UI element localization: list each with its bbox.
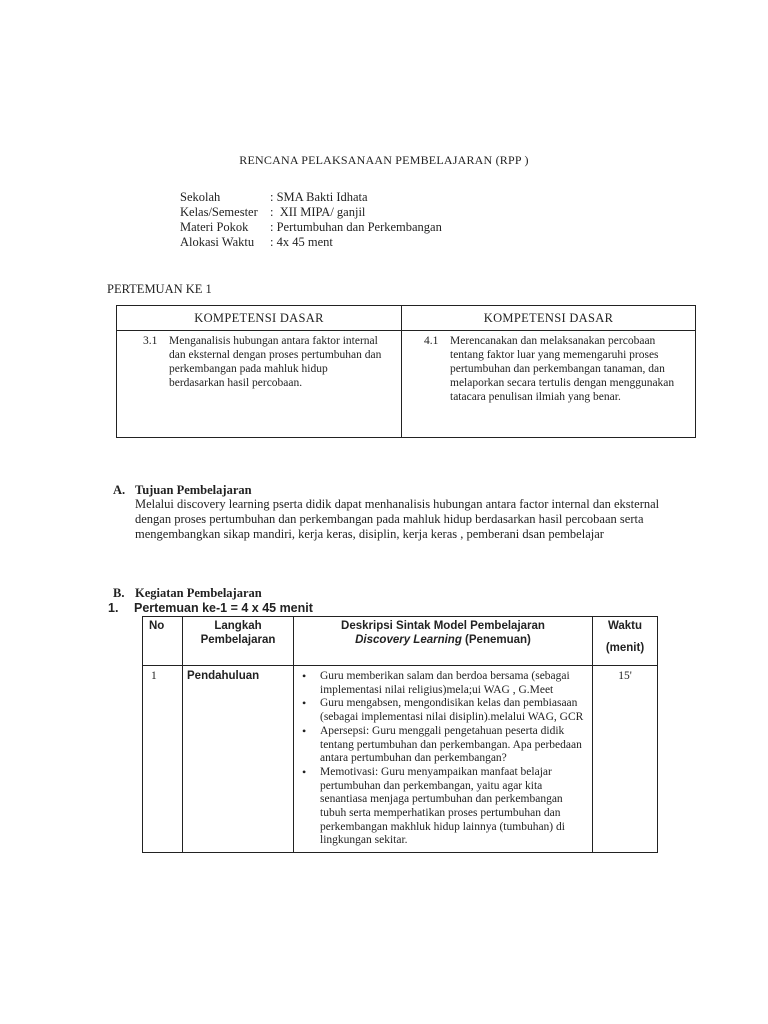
meta-row-alokasi (180, 235, 333, 250)
col-header-langkah: Langkah Pembelajaran (183, 617, 294, 666)
meta-row-kelas (180, 205, 365, 220)
meta-label: Alokasi Waktu (180, 235, 255, 249)
deskripsi-line-2 (297, 633, 589, 647)
kompetensi-dasar-table (116, 305, 696, 438)
meta-label: Materi Pokok (180, 220, 249, 234)
meta-value: SMA Bakti Idhata (276, 190, 368, 204)
row-langkah: Pendahuluan (183, 666, 294, 853)
pertemuan-heading: PERTEMUAN KE 1 (107, 282, 212, 296)
list-item: • Memotivasi: Guru menyampaikan manfaat belajar pertumbuhan dan perkembangan, yaitu agar kita senantiasa menjaga pertumbuhan dan perkembangan tubuh serta memperhatikan proses pertumbuhan dan perkembangan makhluk hidup lainnya (tumbuhan) di lingkungan sekitar. (298, 766, 588, 848)
kd-header: KOMPETENSI DASAR (402, 306, 696, 331)
activity-list (298, 670, 588, 848)
kd-header: KOMPETENSI DASAR (117, 306, 402, 331)
list-item: • Apersepsi: Guru menggali pengetahuan peserta didik tentang pertumbuhan dan perkembangan. Apa perbedaan antara pertumbuhan dan perkembangan? (298, 725, 588, 766)
section-b-heading (113, 586, 262, 601)
pertemuan-line (108, 601, 313, 615)
section-title: Kegiatan Pembelajaran (135, 586, 262, 600)
waktu-unit: (menit) (605, 642, 645, 654)
meta-row-materi (180, 220, 442, 235)
document-title: RENCANA PELAKSANAAN PEMBELAJARAN (RPP ) (239, 153, 529, 167)
meta-label: Sekolah (180, 190, 221, 204)
kegiatan-table (142, 616, 658, 853)
kd-cell (117, 331, 402, 438)
section-a-heading (113, 483, 252, 498)
list-number: 1. (108, 601, 119, 615)
kd-number: 4.1 (424, 335, 439, 347)
list-item: • Guru mengabsen, mengondisikan kelas dan pembiasaan (sebagai implementasi nilai disiplin).melalui WAG, GCR (298, 697, 588, 724)
meta-separator: : (270, 205, 280, 219)
pertemuan-text: Pertemuan ke-1 = 4 x 45 menit (134, 601, 313, 615)
tujuan-paragraph: Melalui discovery learning pserta didik dapat menhanalisis hubungan antara factor internal dan eksternal dengan proses pertumbuhan dan perkembangan pada mahluk hidup berdasarkan hasil percobaan serta mengembangkan sikap mandiri, kerja keras, disiplin, kerja keras , pemberani dsan pembelajar (135, 497, 660, 542)
meta-value: Pertumbuhan dan Perkembangan (276, 220, 442, 234)
meta-separator: : (270, 235, 277, 249)
kd-text: Menganalisis hubungan antara faktor internal dan eksternal dengan proses pertumbuhan dan perkembangan pada mahluk hidup berdasarkan hasil percobaan. (169, 335, 382, 389)
meta-value: XII MIPA/ ganjil (279, 205, 366, 219)
waktu-label: Waktu (607, 620, 643, 632)
table-row (143, 666, 658, 853)
kd-text: Merencanakan dan melaksanakan percobaan tentang faktor luar yang memengaruhi proses pertumbuhan dan perkembangan tanaman, dan melaporkan secara tertulis dengan menggunakan tatacara penulisan ilmiah yang benar. (450, 335, 675, 403)
section-title: Tujuan Pembelajaran (135, 483, 252, 497)
kd-number: 3.1 (143, 335, 158, 347)
row-number: 1 (143, 666, 183, 853)
col-header-deskripsi (294, 617, 593, 666)
meta-row-sekolah (180, 190, 368, 205)
col-header-no: No (143, 617, 183, 666)
col-header-waktu (593, 617, 658, 666)
kd-cell (402, 331, 696, 438)
model-name: Discovery Learning (355, 634, 462, 646)
meta-separator: : (270, 190, 277, 204)
meta-value: 4x 45 ment (276, 235, 333, 249)
row-deskripsi (294, 666, 593, 853)
row-waktu: 15' (593, 666, 658, 853)
meta-label: Kelas/Semester (180, 205, 258, 219)
list-item: • Guru memberikan salam dan berdoa bersama (sebagai implementasi nilai religius)mela;ui WAG , G.Meet (298, 670, 588, 697)
section-letter: B. (113, 586, 125, 600)
section-letter: A. (113, 483, 126, 497)
deskripsi-line-1: Deskripsi Sintak Model Pembelajaran (341, 620, 545, 632)
model-subtitle: (Penemuan) (461, 634, 531, 646)
meta-separator: : (270, 220, 277, 234)
